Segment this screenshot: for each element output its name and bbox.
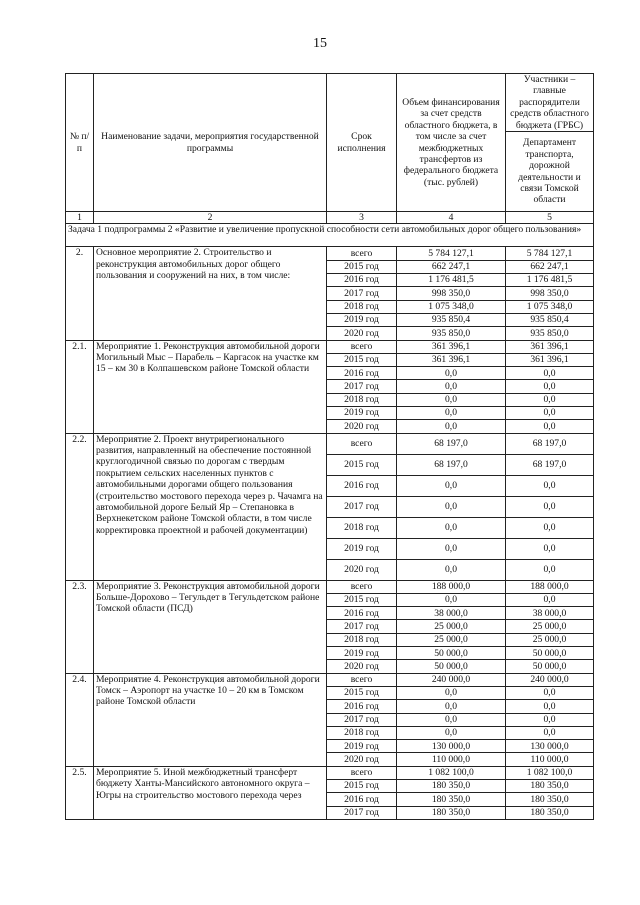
period-cell: 2017 год xyxy=(327,713,397,726)
participant-cell: 0,0 xyxy=(506,538,594,559)
financing-cell: 0,0 xyxy=(397,475,506,496)
participant-cell: 0,0 xyxy=(506,686,594,699)
financing-cell: 68 197,0 xyxy=(397,454,506,475)
period-cell: 2020 год xyxy=(327,660,397,673)
financing-cell: 130 000,0 xyxy=(397,740,506,753)
period-cell: 2020 год xyxy=(327,327,397,340)
participant-cell: 998 350,0 xyxy=(506,287,594,300)
financing-cell: 0,0 xyxy=(397,393,506,406)
measure-name: Основное мероприятие 2. Строительство и реконструкция автомобильных дорог общего пользования и сооружений на них, в том числе: xyxy=(94,247,327,340)
financing-cell: 240 000,0 xyxy=(397,673,506,686)
period-cell: 2016 год xyxy=(327,367,397,380)
participant-cell: 0,0 xyxy=(506,713,594,726)
period-cell: 2020 год xyxy=(327,559,397,580)
participant-cell: 130 000,0 xyxy=(506,740,594,753)
header-participants: Участники – главные распорядители средств областного бюджета (ГРБС) xyxy=(506,74,594,132)
financing-cell: 361 396,1 xyxy=(397,353,506,366)
period-cell: 2017 год xyxy=(327,496,397,517)
period-cell: 2016 год xyxy=(327,607,397,620)
header-department: Департамент транспорта, дорожной деятельности и связи Томской области xyxy=(506,132,594,212)
financing-cell: 935 850,4 xyxy=(397,313,506,326)
financing-cell: 0,0 xyxy=(397,700,506,713)
period-cell: 2017 год xyxy=(327,806,397,819)
financing-cell: 0,0 xyxy=(397,538,506,559)
period-cell: 2019 год xyxy=(327,313,397,326)
participant-cell: 0,0 xyxy=(506,593,594,606)
period-cell: 2017 год xyxy=(327,287,397,300)
measure-name: Мероприятие 5. Иной межбюджетный трансферт бюджету Ханты-Мансийского автономного округа – Югры на строительство мостового перехода через xyxy=(94,766,327,819)
period-cell: 2019 год xyxy=(327,538,397,559)
financing-cell: 935 850,0 xyxy=(397,327,506,340)
table-row xyxy=(66,580,594,593)
participant-cell: 0,0 xyxy=(506,559,594,580)
financing-cell: 0,0 xyxy=(397,407,506,420)
col-number-1: 1 xyxy=(66,212,94,224)
period-cell: 2018 год xyxy=(327,633,397,646)
participant-cell: 68 197,0 xyxy=(506,433,594,454)
financing-cell: 0,0 xyxy=(397,367,506,380)
participant-cell: 0,0 xyxy=(506,420,594,433)
participant-cell: 25 000,0 xyxy=(506,633,594,646)
period-cell: 2017 год xyxy=(327,380,397,393)
participant-cell: 50 000,0 xyxy=(506,660,594,673)
participant-cell: 240 000,0 xyxy=(506,673,594,686)
header-name: Наименование задачи, мероприятия государственной программы xyxy=(94,74,327,212)
table-row xyxy=(66,673,594,686)
financing-cell: 0,0 xyxy=(397,496,506,517)
period-cell: 2015 год xyxy=(327,593,397,606)
col-number-3: 3 xyxy=(327,212,397,224)
period-cell: 2015 год xyxy=(327,353,397,366)
table-row xyxy=(66,340,594,353)
header-number: № п/п xyxy=(66,74,94,212)
financing-cell: 0,0 xyxy=(397,420,506,433)
period-cell: всего xyxy=(327,340,397,353)
period-cell: всего xyxy=(327,580,397,593)
participant-cell: 0,0 xyxy=(506,726,594,739)
participant-cell: 0,0 xyxy=(506,700,594,713)
col-number-5: 5 xyxy=(506,212,594,224)
participant-cell: 1 075 348,0 xyxy=(506,300,594,313)
financing-table xyxy=(65,73,594,820)
period-cell: 2015 год xyxy=(327,686,397,699)
participant-cell: 1 176 481,5 xyxy=(506,274,594,287)
financing-cell: 361 396,1 xyxy=(397,340,506,353)
period-cell: 2015 год xyxy=(327,260,397,273)
period-cell: 2018 год xyxy=(327,517,397,538)
participant-cell: 935 850,0 xyxy=(506,327,594,340)
period-cell: всего xyxy=(327,766,397,779)
financing-cell: 5 784 127,1 xyxy=(397,247,506,260)
period-cell: 2016 год xyxy=(327,475,397,496)
participant-cell: 180 350,0 xyxy=(506,806,594,819)
period-cell: 2018 год xyxy=(327,393,397,406)
period-cell: 2019 год xyxy=(327,407,397,420)
financing-cell: 188 000,0 xyxy=(397,580,506,593)
measure-name: Мероприятие 3. Реконструкция автомобильной дороги Больше-Дорохово – Тегульдет в Тегульдетском районе Томской области (ПСД) xyxy=(94,580,327,673)
financing-cell: 110 000,0 xyxy=(397,753,506,766)
period-cell: 2020 год xyxy=(327,420,397,433)
financing-cell: 50 000,0 xyxy=(397,647,506,660)
period-cell: 2016 год xyxy=(327,793,397,806)
row-number: 2.5. xyxy=(66,766,94,819)
table-row xyxy=(66,247,594,260)
participant-cell: 180 350,0 xyxy=(506,793,594,806)
measure-name: Мероприятие 1. Реконструкция автомобильной дороги Могильный Мыс – Парабель – Каргасок на участке км 15 – км 30 в Колпашевском районе Томской области xyxy=(94,340,327,433)
period-cell: 2016 год xyxy=(327,274,397,287)
participant-cell: 38 000,0 xyxy=(506,607,594,620)
page-number: 15 xyxy=(313,36,327,51)
financing-cell: 180 350,0 xyxy=(397,793,506,806)
participant-cell: 0,0 xyxy=(506,393,594,406)
participant-cell: 662 247,1 xyxy=(506,260,594,273)
period-cell: 2019 год xyxy=(327,647,397,660)
period-cell: 2017 год xyxy=(327,620,397,633)
period-cell: 2019 год xyxy=(327,740,397,753)
financing-cell: 1 075 348,0 xyxy=(397,300,506,313)
participant-cell: 1 082 100,0 xyxy=(506,766,594,779)
participant-cell: 361 396,1 xyxy=(506,353,594,366)
participant-cell: 0,0 xyxy=(506,380,594,393)
period-cell: 2015 год xyxy=(327,454,397,475)
financing-cell: 0,0 xyxy=(397,686,506,699)
participant-cell: 180 350,0 xyxy=(506,780,594,793)
period-cell: 2020 год xyxy=(327,753,397,766)
financing-cell: 68 197,0 xyxy=(397,433,506,454)
financing-cell: 0,0 xyxy=(397,593,506,606)
financing-cell: 1 176 481,5 xyxy=(397,274,506,287)
table-row xyxy=(66,766,594,779)
participant-cell: 0,0 xyxy=(506,367,594,380)
header-term: Срок исполнения xyxy=(327,74,397,212)
financing-cell: 998 350,0 xyxy=(397,287,506,300)
period-cell: всего xyxy=(327,247,397,260)
financing-cell: 180 350,0 xyxy=(397,806,506,819)
participant-cell: 68 197,0 xyxy=(506,454,594,475)
financing-cell: 0,0 xyxy=(397,517,506,538)
financing-cell: 50 000,0 xyxy=(397,660,506,673)
row-number: 2. xyxy=(66,247,94,340)
participant-cell: 0,0 xyxy=(506,475,594,496)
participant-cell: 935 850,4 xyxy=(506,313,594,326)
participant-cell: 0,0 xyxy=(506,496,594,517)
period-cell: 2018 год xyxy=(327,726,397,739)
participant-cell: 0,0 xyxy=(506,517,594,538)
period-cell: 2018 год xyxy=(327,300,397,313)
task-row: Задача 1 подпрограммы 2 «Развитие и увеличение пропускной способности сети автомобильных дорог общего пользования» xyxy=(66,224,594,247)
financing-cell: 0,0 xyxy=(397,726,506,739)
financing-cell: 25 000,0 xyxy=(397,633,506,646)
financing-cell: 0,0 xyxy=(397,559,506,580)
col-number-2: 2 xyxy=(94,212,327,224)
measure-name: Мероприятие 2. Проект внутрирегионального развития, направленный на обеспечение постоянной круглогодичной связью по дорогам с твердым покрытием сельских населенных пунктов с автомобильными дорогами общего пользования (строительство мостового перехода через р. Чачамга на автомобильной дороге Белый Яр – Степановка в Верхнекетском районе Томской области, в том числе корректировка проектной и рабочей документации) xyxy=(94,433,327,580)
financing-cell: 1 082 100,0 xyxy=(397,766,506,779)
financing-cell: 180 350,0 xyxy=(397,780,506,793)
row-number: 2.1. xyxy=(66,340,94,433)
table-row xyxy=(66,433,594,454)
participant-cell: 110 000,0 xyxy=(506,753,594,766)
col-number-4: 4 xyxy=(397,212,506,224)
financing-cell: 662 247,1 xyxy=(397,260,506,273)
financing-cell: 0,0 xyxy=(397,380,506,393)
financing-cell: 25 000,0 xyxy=(397,620,506,633)
period-cell: всего xyxy=(327,673,397,686)
participant-cell: 188 000,0 xyxy=(506,580,594,593)
participant-cell: 361 396,1 xyxy=(506,340,594,353)
period-cell: всего xyxy=(327,433,397,454)
participant-cell: 0,0 xyxy=(506,407,594,420)
financing-cell: 0,0 xyxy=(397,713,506,726)
row-number: 2.2. xyxy=(66,433,94,580)
financing-cell: 38 000,0 xyxy=(397,607,506,620)
measure-name: Мероприятие 4. Реконструкция автомобильной дороги Томск – Аэропорт на участке 10 – 20 км в Томском районе Томской области xyxy=(94,673,327,766)
participant-cell: 5 784 127,1 xyxy=(506,247,594,260)
participant-cell: 50 000,0 xyxy=(506,647,594,660)
row-number: 2.3. xyxy=(66,580,94,673)
period-cell: 2015 год xyxy=(327,780,397,793)
row-number: 2.4. xyxy=(66,673,94,766)
period-cell: 2016 год xyxy=(327,700,397,713)
participant-cell: 25 000,0 xyxy=(506,620,594,633)
header-financing: Объем финансирования за счет средств областного бюджета, в том числе за счет межбюджетных трансфертов из федерального бюджета (тыс. рублей) xyxy=(397,74,506,212)
